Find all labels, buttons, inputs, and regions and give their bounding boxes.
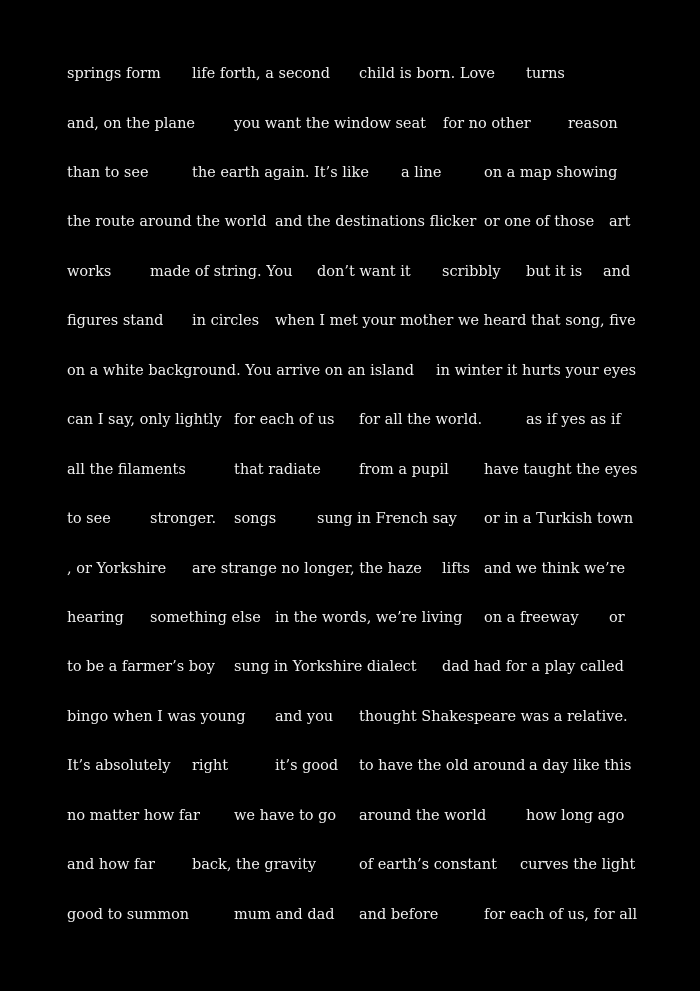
poem-fragment: but it is: [526, 264, 583, 280]
poem-line: [0, 507, 700, 531]
poem-fragment: scribbly: [442, 264, 501, 280]
poem-fragment: art: [609, 214, 631, 230]
poem-fragment: the earth again. It’s like: [192, 165, 369, 181]
poem-fragment: all the filaments: [67, 462, 186, 478]
poem-fragment: for each of us: [234, 412, 335, 428]
poem-fragment: life forth, a second: [192, 66, 330, 82]
poem-fragment: as if yes as if: [526, 412, 621, 428]
poem-fragment: and, on the plane: [67, 116, 196, 132]
poem-fragment: we have to go: [234, 808, 337, 824]
poem-fragment: dad had for a play called: [442, 659, 624, 675]
poem-line: [0, 903, 700, 927]
poem-line: [0, 112, 700, 136]
poem-fragment: reason: [568, 116, 618, 132]
poem-line: [0, 408, 700, 432]
poem-fragment: that radiate: [234, 462, 321, 478]
poem-fragment: and before: [359, 907, 439, 923]
poem-fragment: are strange no longer, the haze: [192, 561, 422, 577]
poem-fragment: from a pupil: [359, 462, 449, 478]
poem-line: [0, 606, 700, 630]
poem-line: [0, 260, 700, 284]
poem-fragment: bingo when I was young: [67, 709, 246, 725]
poem-fragment: in winter it hurts your eyes: [436, 363, 637, 379]
poem-fragment: made of string. You: [150, 264, 293, 280]
poem-fragment: lifts: [442, 561, 470, 577]
poem-fragment: hearing: [67, 610, 124, 626]
poem-fragment: songs: [234, 511, 277, 527]
poem-fragment: it’s good: [275, 758, 339, 774]
poem-fragment: on a map showing: [484, 165, 618, 181]
poem-fragment: when I met your mother: [275, 313, 454, 329]
poem-fragment: to be a farmer’s boy: [67, 659, 215, 675]
poem-line: [0, 655, 700, 679]
poem-fragment: on a white background. You arrive on an island: [67, 363, 415, 379]
poem-line: [0, 161, 700, 185]
poem-fragment: and we think we’re: [484, 561, 626, 577]
poem-fragment: a line: [401, 165, 442, 181]
poem-fragment: and you: [275, 709, 334, 725]
poem-fragment: have taught the eyes: [484, 462, 638, 478]
poem-fragment: don’t want it: [317, 264, 411, 280]
poem-fragment: or in a Turkish town: [484, 511, 634, 527]
poem-fragment: or: [609, 610, 625, 626]
poem-line: [0, 458, 700, 482]
poem-fragment: on a freeway: [484, 610, 579, 626]
poem-fragment: works: [67, 264, 112, 280]
poem-fragment: or one of those: [484, 214, 595, 230]
poem-fragment: how long ago: [526, 808, 625, 824]
poem-line: [0, 804, 700, 828]
poem-fragment: we heard that song, five: [458, 313, 636, 329]
poem-fragment: and the destinations flicker: [275, 214, 477, 230]
poem-line: [0, 359, 700, 383]
poem-fragment: and: [603, 264, 631, 280]
poem-fragment: It’s absolutely: [67, 758, 171, 774]
poem-fragment: child is born. Love: [359, 66, 495, 82]
poem-fragment: no matter how far: [67, 808, 200, 824]
poem-fragment: can I say, only lightly: [67, 412, 222, 428]
poem-fragment: to see: [67, 511, 111, 527]
poem-fragment: for all the world.: [359, 412, 483, 428]
poem-fragment: for no other: [443, 116, 531, 132]
poem-fragment: springs form: [67, 66, 161, 82]
poem-fragment: in the words, we’re living: [275, 610, 463, 626]
poem-fragment: , or Yorkshire: [67, 561, 167, 577]
poem-fragment: around the world: [359, 808, 487, 824]
poem-fragment: something else: [150, 610, 261, 626]
poem-line: [0, 557, 700, 581]
poem-fragment: and how far: [67, 857, 155, 873]
poem-fragment: stronger.: [150, 511, 217, 527]
poem-fragment: right: [192, 758, 229, 774]
poem-fragment: the route around the world: [67, 214, 267, 230]
poem-fragment: in circles: [192, 313, 260, 329]
poem-fragment: back, the gravity: [192, 857, 317, 873]
poem-fragment: than to see: [67, 165, 149, 181]
poem-line: [0, 705, 700, 729]
poem-fragment: sung in Yorkshire dialect: [234, 659, 417, 675]
poem-fragment: for each of us, for all: [484, 907, 638, 923]
poem-fragment: good to summon: [67, 907, 190, 923]
poem-line: [0, 62, 700, 86]
poem-fragment: sung in French say: [317, 511, 457, 527]
poem-line: [0, 210, 700, 234]
poem-fragment: thought Shakespeare was a relative.: [359, 709, 628, 725]
poem-fragment: turns: [526, 66, 565, 82]
poem-fragment: mum and dad: [234, 907, 335, 923]
poem-line: [0, 853, 700, 877]
poem-fragment: a day like this: [529, 758, 632, 774]
poem-fragment: of earth’s constant: [359, 857, 497, 873]
poem-line: [0, 309, 700, 333]
poem-line: [0, 754, 700, 778]
poem-fragment: you want the window seat: [234, 116, 426, 132]
poem-fragment: figures stand: [67, 313, 164, 329]
poem-fragment: curves the light: [520, 857, 636, 873]
poem-fragment: to have the old around: [359, 758, 526, 774]
